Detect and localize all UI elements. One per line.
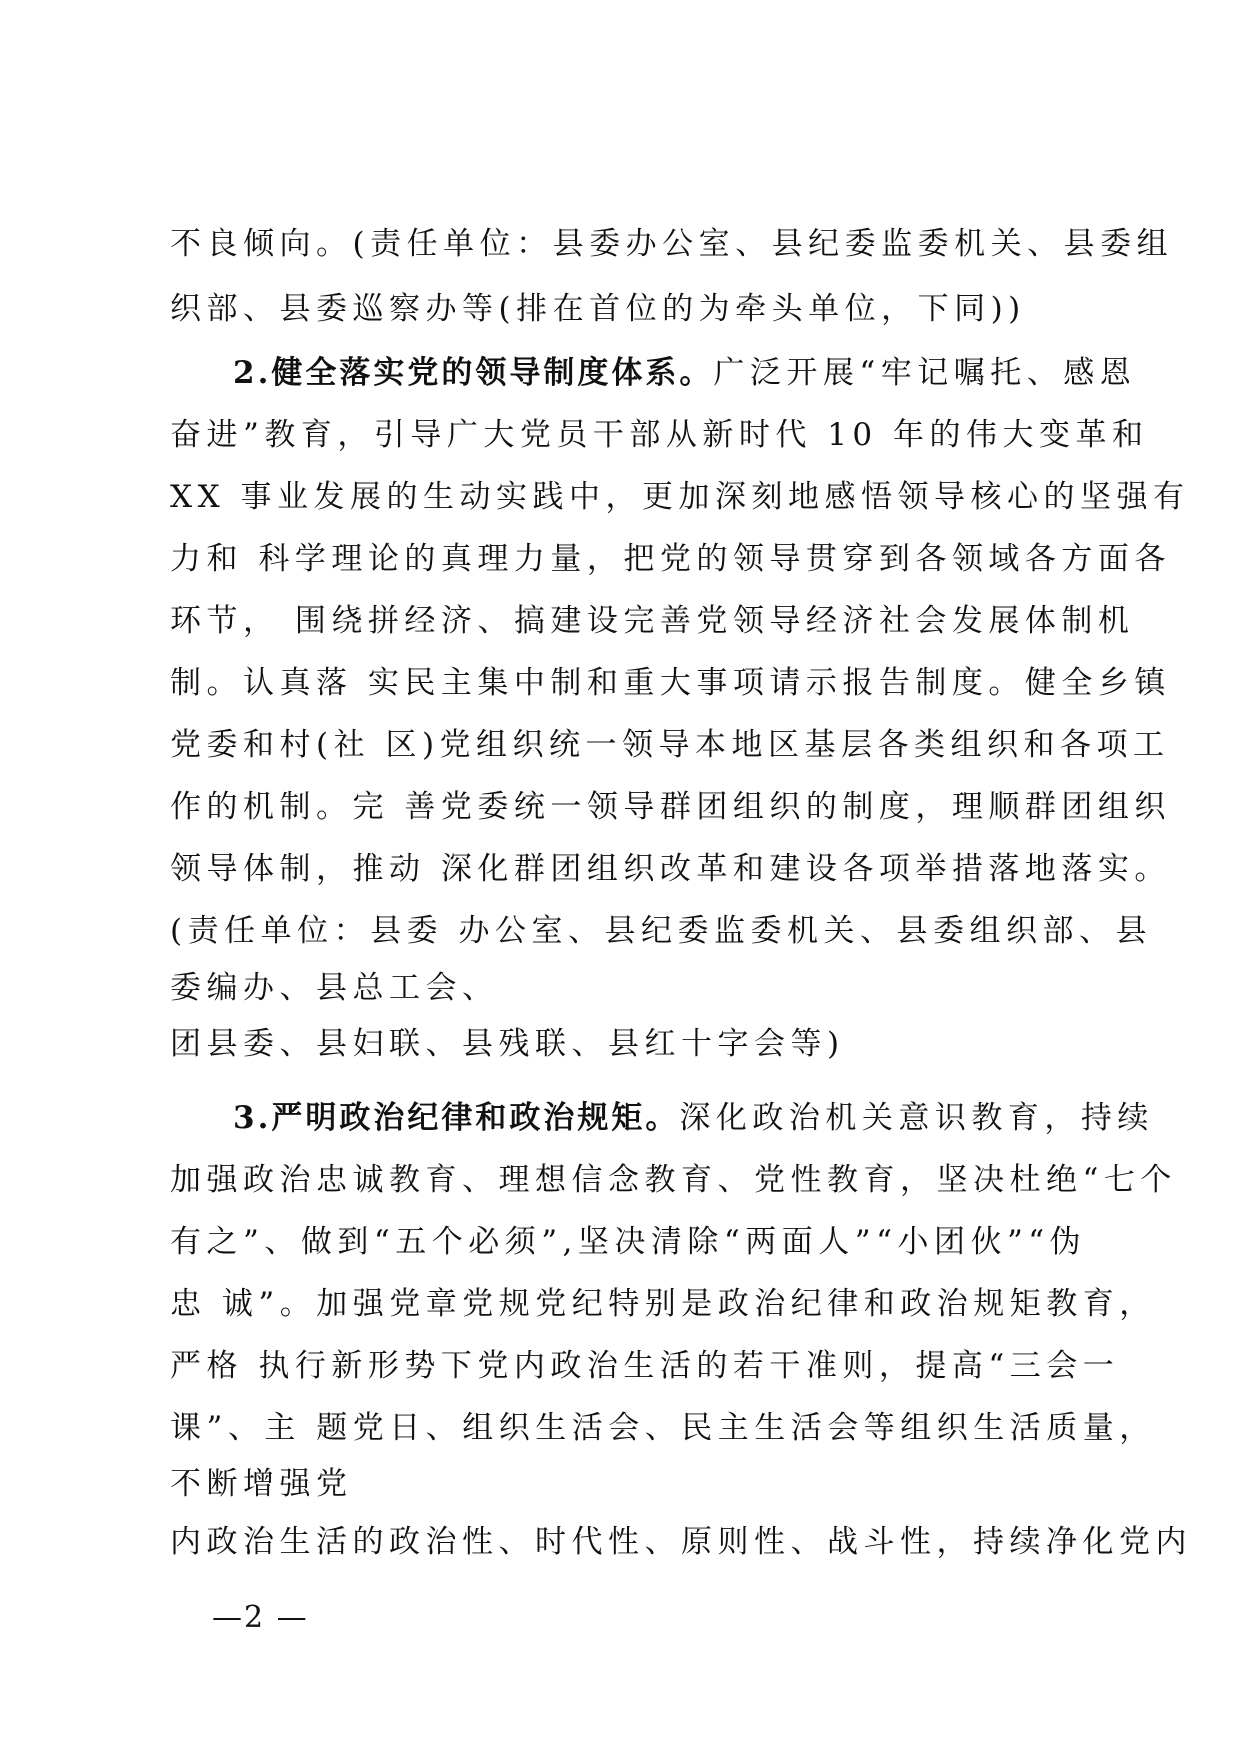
text-line: 有之”、做到“五个必须”,坚决清除“两面人”“小团伙”“伪 xyxy=(170,1224,1087,1260)
text-line: 制。认真落 实民主集中制和重大事项请示报告制度。健全乡镇 xyxy=(170,665,1171,701)
text-line: (责任单位：县委 办公室、县纪委监委机关、县委组织部、县 xyxy=(170,913,1152,949)
section-3-first-line xyxy=(233,1098,1154,1138)
text-line: 环节， 围绕拼经济、搞建设完善党领导经济社会发展体制机 xyxy=(170,603,1135,639)
text-line: 奋进”教育，引导广大党员干部从新时代 10 年的伟大变革和 xyxy=(170,417,1149,453)
text-line: 领导体制，推动 深化群团组织改革和建设各项举措落地落实。 xyxy=(170,851,1171,887)
text-line: 党委和村(社 区)党组织统一领导本地区基层各类组织和各项工 xyxy=(170,727,1170,763)
text-line: 团县委、县妇联、县残联、县红十字会等) xyxy=(170,1026,845,1062)
text-line: XX 事业发展的生动实践中，更加深刻地感悟领导核心的坚强有 xyxy=(170,479,1190,515)
text-line: 不断增强党 xyxy=(170,1466,353,1502)
section-2-first-line xyxy=(233,353,1137,393)
page-number: —2 — xyxy=(212,1600,309,1635)
text-line: 忠 诚”。加强党章党规党纪特别是政治纪律和政治规矩教育， xyxy=(170,1286,1156,1322)
section-3-heading: 3.严明政治纪律和政治规矩。 xyxy=(233,1100,680,1136)
text-line: 织部、县委巡察办等(排在首位的为牵头单位，下同)) xyxy=(170,291,1026,327)
text-line: 不良倾向。(责任单位：县委办公室、县纪委监委机关、县委组 xyxy=(170,226,1174,262)
text-line: 课”、主 题党日、组织生活会、民主生活会等组织生活质量， xyxy=(170,1410,1156,1446)
text-line: 力和 科学理论的真理力量，把党的领导贯穿到各领域各方面各 xyxy=(170,541,1171,577)
text-line: 作的机制。完 善党委统一领导群团组织的制度，理顺群团组织 xyxy=(170,789,1171,825)
section-2-lead: 广泛开展“牢记嘱托、感恩 xyxy=(713,355,1137,391)
text-line: 委编办、县总工会、 xyxy=(170,970,499,1006)
text-line: 加强政治忠诚教育、理想信念教育、党性教育，坚决杜绝“七个 xyxy=(170,1162,1177,1198)
text-line: 严格 执行新形势下党内政治生活的若干准则，提高“三会一 xyxy=(170,1348,1120,1384)
section-3-lead: 深化政治机关意识教育，持续 xyxy=(679,1100,1154,1136)
text-line: 内政治生活的政治性、时代性、原则性、战斗性，持续净化党内 xyxy=(170,1524,1192,1560)
section-2-heading: 2.健全落实党的领导制度体系。 xyxy=(233,355,714,391)
